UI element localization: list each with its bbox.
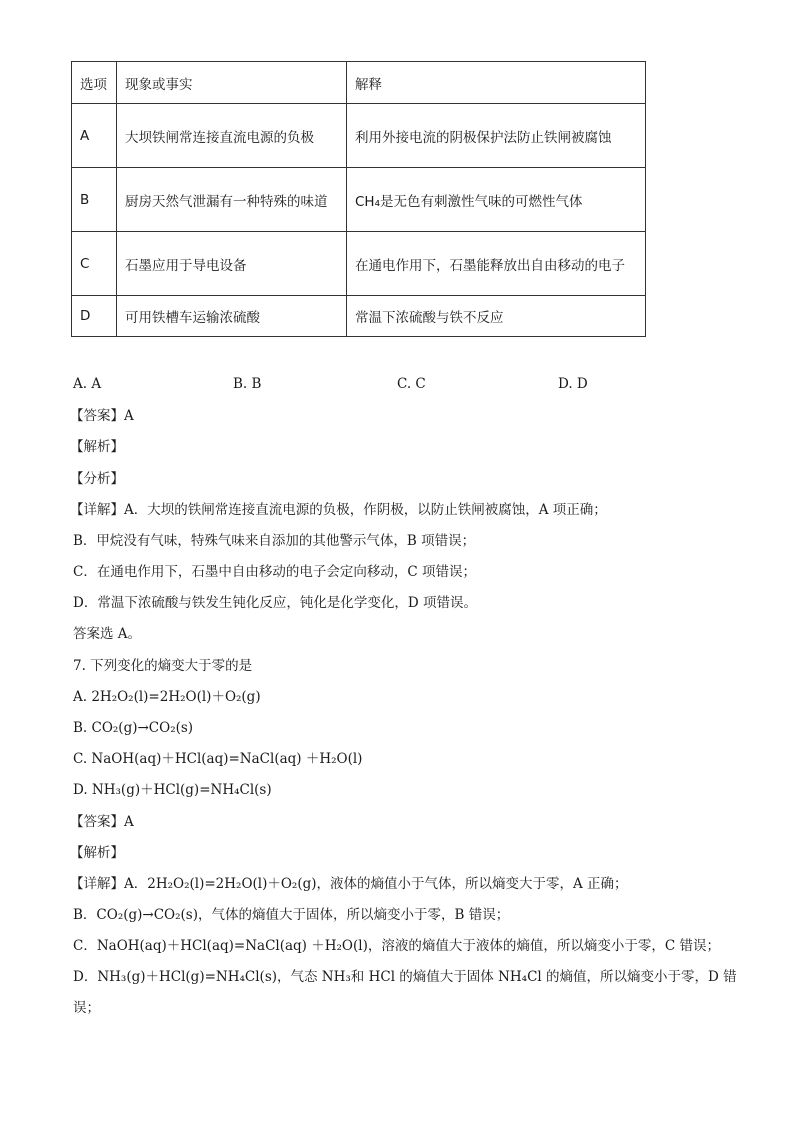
q6-choice-c: C. C bbox=[397, 376, 426, 392]
cell-phenomenon: 厨房天然气泄漏有一种特殊的味道 bbox=[117, 168, 347, 232]
q7-option-a: A. 2H₂O₂(l)=2H₂O(l)＋O₂(g) bbox=[73, 689, 261, 705]
header-explanation: 解释 bbox=[347, 62, 646, 104]
cell-option: D bbox=[72, 296, 117, 337]
q7-option-b: B. CO₂(g)→CO₂(s) bbox=[73, 720, 194, 736]
cell-option: A bbox=[72, 104, 117, 168]
q7-detail-d-line2: 误； bbox=[73, 1000, 100, 1016]
table-row bbox=[72, 168, 646, 232]
q6-detail-d: D．常温下浓硫酸与铁发生钝化反应，钝化是化学变化，D 项错误。 bbox=[73, 595, 477, 611]
header-phenomenon: 现象或事实 bbox=[117, 62, 347, 104]
cell-option: C bbox=[72, 232, 117, 296]
q7-detail-a: 【详解】A．2H₂O₂(l)=2H₂O(l)＋O₂(g)，液体的熵值小于气体，所以熵变大于零，A 正确； bbox=[70, 876, 628, 892]
table-header-row bbox=[72, 62, 646, 104]
cell-explanation: 利用外接电流的阴极保护法防止铁闸被腐蚀 bbox=[347, 104, 646, 168]
cell-phenomenon: 石墨应用于导电设备 bbox=[117, 232, 347, 296]
q7-stem: 7. 下列变化的熵变大于零的是 bbox=[73, 658, 253, 674]
q6-choice-a: A. A bbox=[73, 376, 102, 392]
q6-fenxi-label: 【分析】 bbox=[70, 471, 124, 487]
q7-option-c: C. NaOH(aq)＋HCl(aq)=NaCl(aq) ＋H₂O(l) bbox=[73, 751, 363, 767]
q7-detail-c: C．NaOH(aq)＋HCl(aq)=NaCl(aq) ＋H₂O(l)，溶液的熵值大于液体的熵值，所以熵变小于零，C 错误； bbox=[73, 938, 720, 954]
q6-conclusion: 答案选 A。 bbox=[73, 626, 142, 642]
table-row bbox=[72, 104, 646, 168]
cell-explanation: 在通电作用下，石墨能释放出自由移动的电子 bbox=[347, 232, 646, 296]
cell-phenomenon: 可用铁槽车运输浓硫酸 bbox=[117, 296, 347, 337]
q7-answer: 【答案】A bbox=[70, 814, 134, 830]
q6-answer: 【答案】A bbox=[70, 408, 134, 424]
q6-detail-b: B．甲烷没有气味，特殊气味来自添加的其他警示气体，B 项错误； bbox=[73, 533, 476, 549]
cell-phenomenon: 大坝铁闸常连接直流电源的负极 bbox=[117, 104, 347, 168]
q7-detail-b: B．CO₂(g)→CO₂(s)，气体的熵值大于固体，所以熵变小于零，B 错误； bbox=[73, 907, 510, 923]
options-table bbox=[71, 61, 646, 337]
cell-explanation: CH₄是无色有刺激性气味的可燃性气体 bbox=[347, 168, 646, 232]
q6-detail-a: 【详解】A．大坝的铁闸常连接直流电源的负极，作阴极，以防止铁闸被腐蚀，A 项正确； bbox=[70, 502, 607, 518]
q6-choice-b: B. B bbox=[233, 376, 262, 392]
table-row bbox=[72, 296, 646, 337]
q6-choice-d: D. D bbox=[558, 376, 588, 392]
header-option: 选项 bbox=[72, 62, 117, 104]
q6-analysis-label: 【解析】 bbox=[70, 439, 124, 455]
cell-explanation: 常温下浓硫酸与铁不反应 bbox=[347, 296, 646, 337]
q7-analysis-label: 【解析】 bbox=[70, 845, 124, 861]
cell-option: B bbox=[72, 168, 117, 232]
q7-option-d: D. NH₃(g)＋HCl(g)=NH₄Cl(s) bbox=[73, 782, 272, 798]
q6-choices bbox=[73, 376, 633, 396]
table-row bbox=[72, 232, 646, 296]
q7-detail-d-line1: D．NH₃(g)＋HCl(g)=NH₄Cl(s)，气态 NH₃和 HCl 的熵值大于固体 NH₄Cl 的熵值，所以熵变小于零，D 错 bbox=[73, 969, 737, 985]
q6-detail-c: C．在通电作用下，石墨中自由移动的电子会定向移动，C 项错误； bbox=[73, 564, 476, 580]
